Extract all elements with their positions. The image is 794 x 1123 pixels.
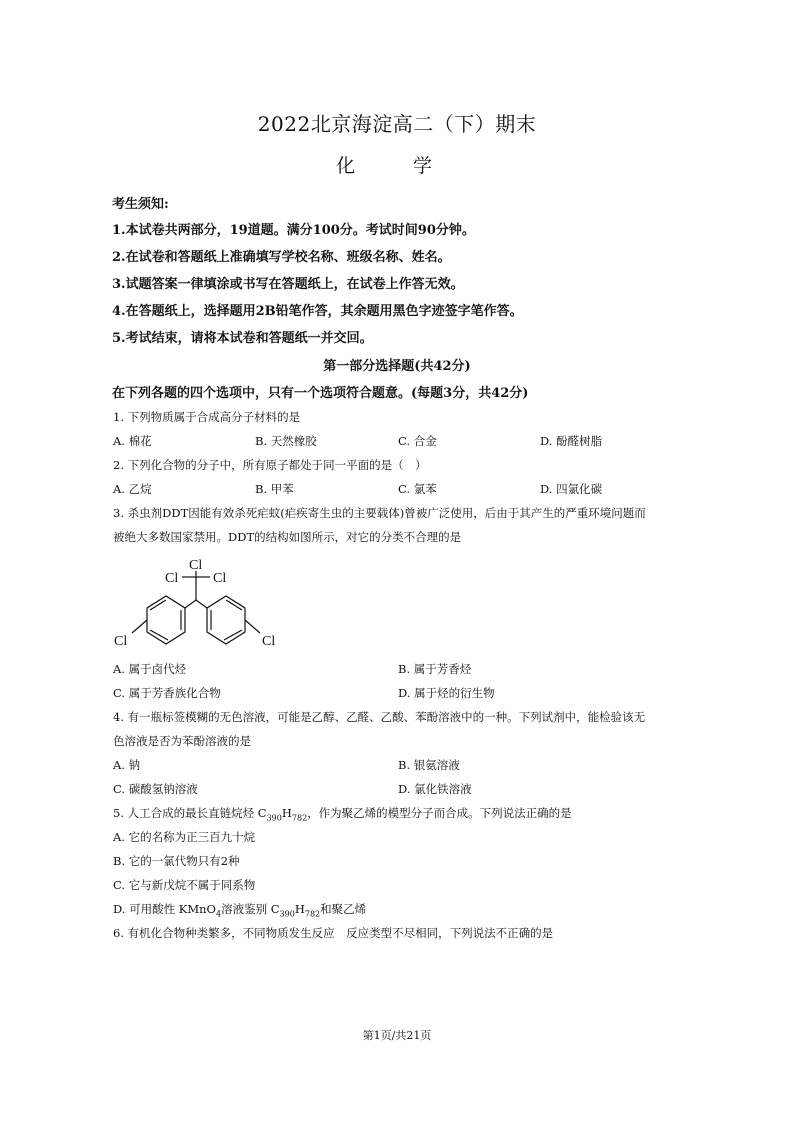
q1-option-d: D. 酚醛树脂 [540, 434, 603, 448]
q5-option-a: A. 它的名称为正三百九十烷 [113, 830, 256, 844]
q5-optd-post: 和聚乙烯 [320, 902, 367, 916]
q5-stem-pre: 5. 人工合成的最长直链烷烃 C [113, 806, 267, 820]
q3-option-b: B. 属于芳香烃 [398, 662, 472, 676]
subject-title: 化 学 [335, 155, 459, 177]
ddt-cl-left: Cl [165, 571, 179, 586]
q5-optd-pre: D. 可用酸性 KMnO [113, 902, 216, 916]
notice-item-4: 4.在答题纸上，选择题用2B铅笔作答，其余题用黑色字迹签字笔作答。 [112, 304, 523, 319]
q1-option-a: A. 棉花 [113, 434, 152, 448]
q3-option-a: A. 属于卤代烃 [113, 662, 187, 676]
q5-optd-mid: 溶液鉴别 C [221, 902, 280, 916]
q3-option-d: D. 属于烃的衍生物 [398, 686, 495, 700]
q2-option-d: D. 四氯化碳 [540, 482, 603, 496]
q2-option-a: A. 乙烷 [113, 482, 152, 496]
q4-option-d: D. 氯化铁溶液 [398, 782, 472, 796]
ddt-cl-ring-left: Cl [114, 634, 128, 649]
q5-stem-mid: H [281, 806, 292, 820]
q5-stem [113, 805, 572, 822]
notice-item-3: 3.试题答案一律填涂或书写在答题纸上，在试卷上作答无效。 [112, 277, 464, 292]
ddt-cl-right: Cl [213, 571, 227, 586]
q2-option-b: B. 甲苯 [255, 482, 294, 496]
q1-option-b: B. 天然橡胶 [255, 434, 317, 448]
q5-stem-sub1: 390 [266, 813, 282, 823]
q5-option-c: C. 它与新戊烷不属于同系物 [113, 878, 256, 892]
q3-stem-line1: 3. 杀虫剂DDT因能有效杀死疟蚊(疟疾寄生虫的主要载体)曾被广泛使用，后由于其产生的严重环境问题而 [113, 506, 646, 520]
q5-optd-h: H [294, 902, 305, 916]
q4-option-b: B. 银氨溶液 [398, 758, 460, 772]
notice-item-5: 5.考试结束，请将本试卷和答题纸一并交回。 [112, 331, 373, 346]
q5-option-b: B. 它的一氯代物只有2种 [113, 854, 240, 868]
part1-heading: 第一部分选择题(共42分) [323, 359, 471, 374]
q3-option-c: C. 属于芳香族化合物 [113, 686, 221, 700]
q4-option-c: C. 碳酸氢钠溶液 [113, 782, 198, 796]
q5-stem-sub2: 782 [291, 813, 308, 823]
q2-option-c: C. 氯苯 [398, 482, 437, 496]
part1-instruction: 在下列各题的四个选项中，只有一个选项符合题意。(每题3分，共42分) [112, 386, 529, 401]
q5-optd-sub2: 782 [304, 909, 321, 919]
q5-optd-sub1: 390 [279, 909, 295, 919]
ddt-structure-diagram [110, 553, 300, 655]
q2-stem: 2. 下列化合物的分子中，所有原子都处于同一平面的是（ ） [113, 458, 427, 472]
q4-stem-line2: 色溶液是否为苯酚溶液的是 [113, 734, 251, 748]
q5-stem-post: ，作为聚乙烯的模型分子而合成。下列说法正确的是 [307, 806, 572, 820]
q4-option-a: A. 钠 [113, 758, 141, 772]
ddt-cl-ring-right: Cl [262, 634, 276, 649]
ddt-cl-top: Cl [189, 558, 203, 573]
notice-heading: 考生须知: [112, 197, 169, 212]
q1-stem: 1. 下列物质属于合成高分子材料的是 [113, 410, 301, 424]
q6-stem: 6. 有机化合物种类繁多，不同物质发生反应 反应类型不尽相同，下列说法不正确的是 [113, 926, 554, 940]
q5-optd-sub0: 4 [215, 909, 222, 919]
page-footer: 第1页/共21页 [362, 1029, 432, 1042]
q1-option-c: C. 合金 [398, 434, 437, 448]
q3-stem-line2: 被绝大多数国家禁用。DDT的结构如图所示，对它的分类不合理的是 [113, 530, 462, 544]
notice-item-2: 2.在试卷和答题纸上准确填写学校名称、班级名称、姓名。 [112, 250, 451, 265]
q4-stem-line1: 4. 有一瓶标签模糊的无色溶液，可能是乙醇、乙醛、乙酸、苯酚溶液中的一种。下列试剂中，能检验该无 [113, 710, 646, 724]
q5-option-d [113, 901, 366, 918]
notice-item-1: 1.本试卷共两部分，19道题。满分100分。考试时间90分钟。 [112, 223, 475, 238]
page-title: 2022北京海淀高二（下）期末 [257, 112, 537, 136]
